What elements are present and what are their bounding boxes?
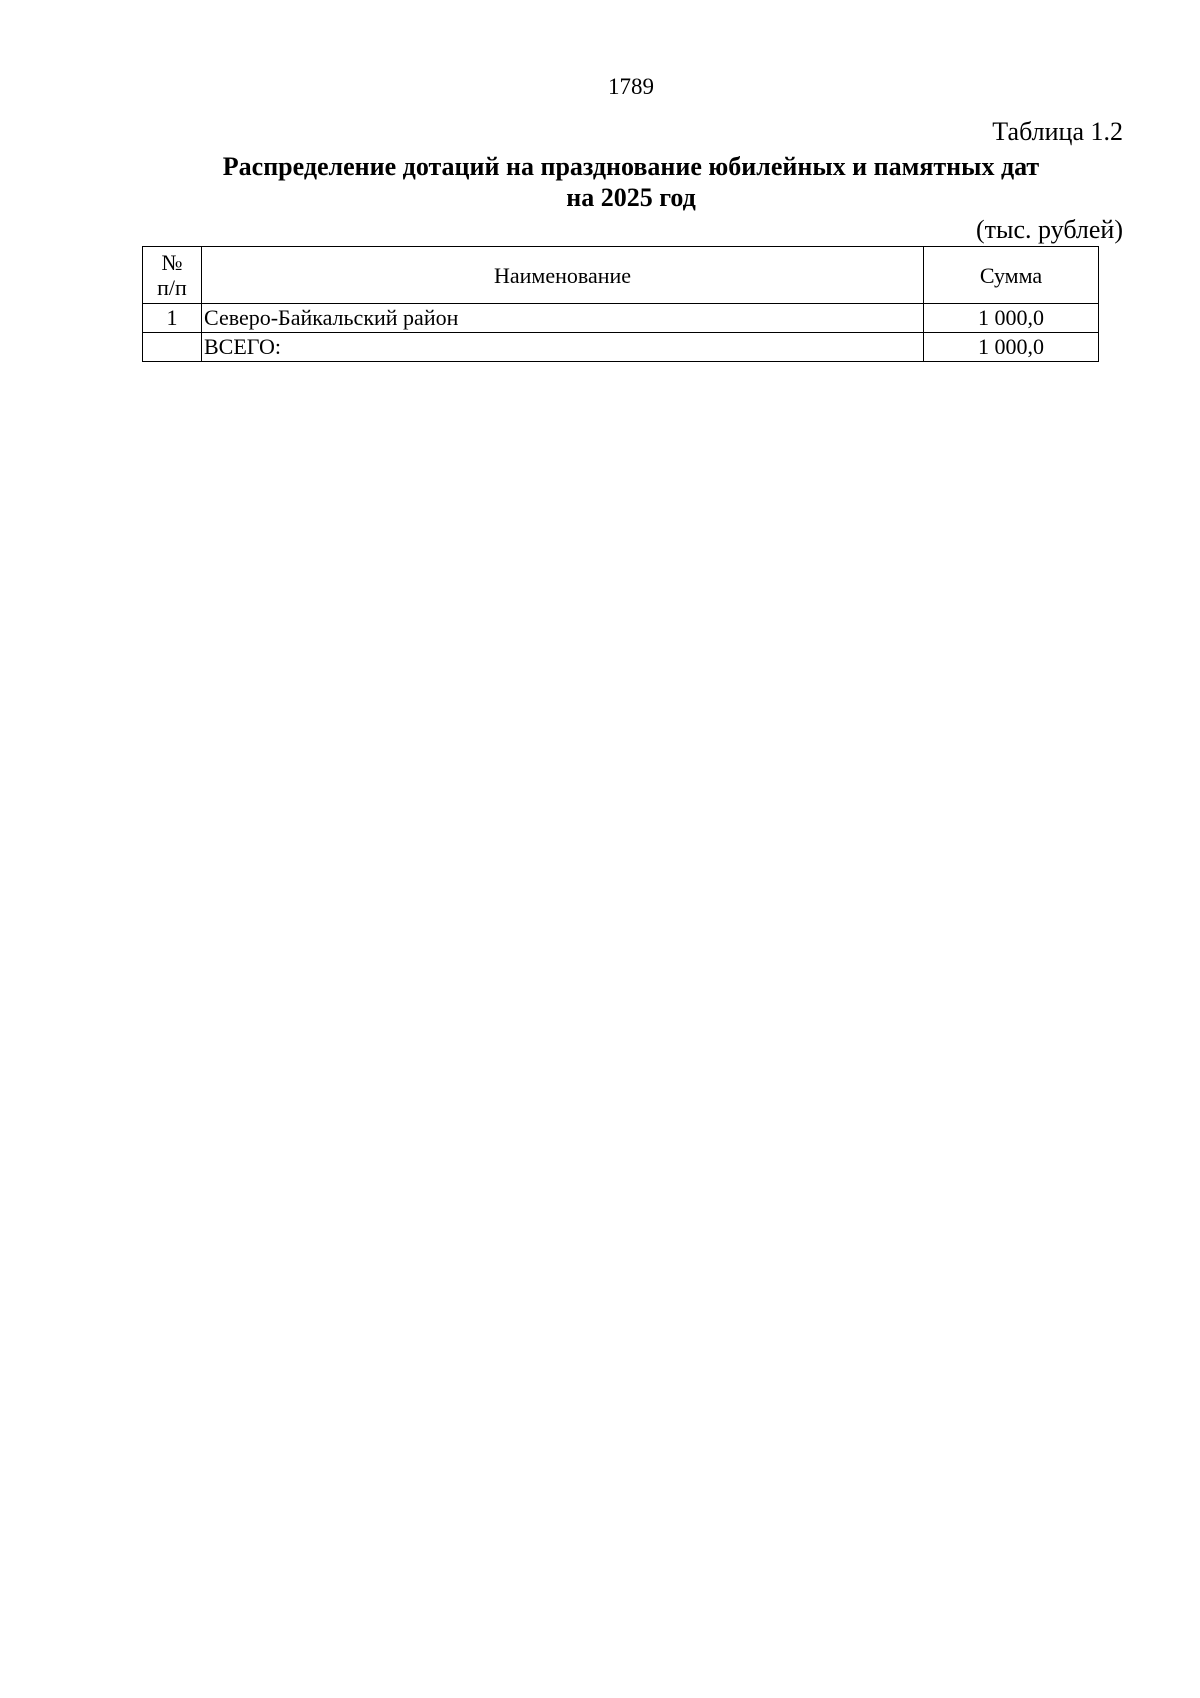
row-name: Северо-Байкальский район	[202, 304, 924, 333]
header-number-abbr: п/п	[157, 275, 187, 300]
units-note: (тыс. рублей)	[975, 215, 1123, 244]
document-title	[0, 151, 1200, 213]
page-number: 1789	[608, 74, 654, 99]
document-title-line-1: Распределение дотаций на празднование юбилейных и памятных дат	[222, 152, 1040, 181]
document-title-line-2: на 2025 год	[566, 183, 696, 212]
header-name: Наименование	[202, 247, 924, 304]
row-sum: 1 000,0	[924, 304, 1099, 333]
total-row	[143, 333, 1099, 362]
header-sum: Сумма	[924, 247, 1099, 304]
table-row	[143, 304, 1099, 333]
table-header-row	[143, 247, 1099, 304]
total-number	[143, 333, 202, 362]
header-number-symbol: №	[161, 250, 183, 275]
total-sum: 1 000,0	[924, 333, 1099, 362]
table-label: Таблица 1.2	[992, 117, 1123, 146]
grants-table	[142, 246, 1099, 362]
row-number: 1	[143, 304, 202, 333]
total-label: ВСЕГО:	[202, 333, 924, 362]
header-number	[143, 247, 202, 304]
